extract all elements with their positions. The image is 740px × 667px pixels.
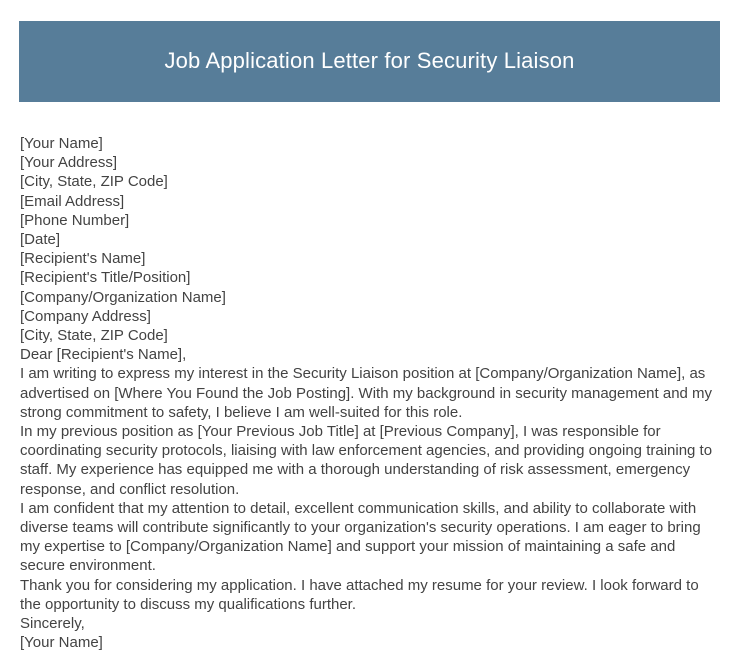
sender-line-name: [Your Name] (20, 135, 103, 152)
closing-line: Sincerely, (20, 615, 85, 633)
sender-line-address: [Your Address] (20, 154, 118, 172)
sender-line-city: [City, State, ZIP Code] (20, 173, 168, 191)
page-title: Job Application Letter for Security Liaison (164, 48, 575, 74)
recipient-line-name: [Recipient's Name] (20, 250, 146, 268)
recipient-address-block (20, 249, 720, 345)
recipient-line-address: [Company Address] (20, 307, 151, 325)
document-header-banner (19, 21, 720, 102)
sender-line-phone: [Phone Number] (20, 211, 130, 229)
recipient-line-company: [Company/Organization Name] (20, 288, 226, 306)
letter-body (20, 134, 720, 652)
salutation-line: Dear [Recipient's Name], (20, 346, 187, 364)
signature-name-line: [Your Name] (20, 634, 103, 652)
sender-address-block (20, 134, 720, 249)
body-paragraph-2: In my previous position as [Your Previous Job Title] at [Previous Company], I was responsible for coordinating security protocols, liaising with law enforcement agencies, and providing ongoing training to staff. My experience has equipped me with a thorough understanding of risk assessment, emergency response, and conflict resolution. (20, 423, 713, 498)
body-paragraph-4: Thank you for considering my application. I have attached my resume for your review. I look forward to the opportunity to discuss my qualifications further. (20, 576, 699, 613)
body-paragraph-1: I am writing to express my interest in the Security Liaison position at [Company/Organization Name], as advertised on [Where You Found the Job Posting]. With my background in security management and my strong commitment to safety, I believe I am well-suited for this role. (20, 365, 713, 421)
recipient-line-title: [Recipient's Title/Position] (20, 269, 191, 287)
sender-line-date: [Date] (20, 231, 61, 249)
body-paragraph-3: I am confident that my attention to detail, excellent communication skills, and ability to collaborate with diverse teams will contribute significantly to your organization's security operations. I am eager to bring my expertise to [Company/Organization Name] and support your mission of maintaining a safe and secure environment. (20, 499, 701, 575)
sender-line-email: [Email Address] (20, 192, 125, 210)
recipient-line-city: [City, State, ZIP Code] (20, 327, 168, 345)
